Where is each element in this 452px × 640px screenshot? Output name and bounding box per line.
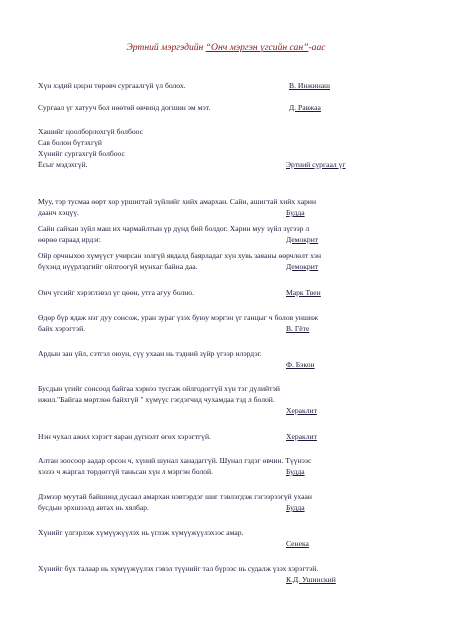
- quote-13-line-1: Дэмээр муутай байшинд дусаал амархан нэвтэрдэг шиг тэвлэгдэж гэгээрээгүй ухаан: [38, 492, 312, 501]
- quote-4-line-1: Муу, тэр тусмаа өөрт хор уршигтай зүйлийг хийх амархан. Сайн, ашигтай хийх харин: [38, 197, 317, 206]
- quote-14-line-1: Хүнийг үлгэрлэж хүмүүжүүлэх нь үглэж хүмүүжүүлэхээс амар.: [38, 528, 244, 537]
- quote-1-author: В. Инжинаш: [289, 81, 331, 90]
- quote-7-author: Марк Твен: [286, 288, 321, 297]
- quote-13-author: Будда: [286, 503, 305, 512]
- quote-10-line-1: Бусдын үгийг сонсоод байгаа хэрнээ тусгаж ойлгодоггүй хүн тэг дүлийтэй: [38, 384, 280, 393]
- quote-6-line-1: Ойр орчныхоо хүмүүст учирсан золгүй явдалд баярладаг хүн хувь заяаны өөрчлөлт хэн: [38, 251, 322, 260]
- quote-15-line-1: Хүнийг бүх талаар нь хүмүүжүүлэх гэвэл түүнийг тал бүрээс нь судалж үзэх хэрэгтэй.: [38, 564, 319, 573]
- quote-10-author: Хераклит: [286, 406, 317, 415]
- quote-10-line-2: ижил."Байгаа мөртлөө байхгүй " хүмүүс гэгдэгчид чухамдаа тэд л болой.: [38, 395, 275, 404]
- quote-7-line-1: Онч үгсийг хэрэглэвэл үг цөөн, утга агуу болно.: [38, 288, 194, 297]
- quote-5-line-1: Сайн сайхан зүйл маш их чармайлтын үр дүнд бий болдог. Харин муу зүйл зүгээр л: [38, 224, 310, 233]
- quote-6-line-2: бүхэнд нүүрлэдгийг ойлгоогүй мунхаг байна даа.: [38, 262, 198, 271]
- quote-12-line-2: хэзээ ч жаргал төрдөггүй таньсан хүн л мэргэн болой.: [38, 467, 213, 476]
- quote-8-author: В. Гёте: [286, 324, 310, 333]
- quote-12-line-1: Алтан зоосоор аадар орсон ч, хүний шунал ханадаггүй. Шунал гэдэг өвчин. Түүнээс: [38, 456, 312, 465]
- quote-6-author: Демокрит: [286, 262, 319, 271]
- quote-3-line-1: Хашийг цоолборлохгүй болбоос: [38, 127, 143, 136]
- quote-5-author: Демокрит: [286, 235, 319, 244]
- quote-4-line-2: даанч хэцүү.: [38, 208, 79, 217]
- quote-8-line-2: байх хэрэгтэй.: [38, 324, 86, 333]
- quote-13-line-2: бусдын эрхшээлд автах нь хялбар.: [38, 503, 149, 512]
- title-prefix: Эртний мэргэдийн: [126, 42, 206, 53]
- title-quoted: “Онч мэргэн үгсийн сан”: [205, 42, 309, 53]
- quote-3-author: Эртний сургаал үг: [286, 160, 346, 169]
- quote-15-author: К.Д. Ушинский: [286, 575, 336, 584]
- quote-11-author: Хераклит: [286, 432, 317, 441]
- quote-1-line-1: Хүн хэдий цэцэн төрөвч сургаалгүй үл болох.: [38, 81, 186, 90]
- quote-2-author: Д. Равжаа: [289, 103, 321, 112]
- quote-14-author: Сенека: [286, 539, 309, 548]
- quote-9-author: Ф. Бэкон: [286, 360, 315, 369]
- quote-3-line-4: Ёсыг мэдэхгүй.: [38, 160, 88, 169]
- quote-3-line-3: Хүнийг сургахгүй болбоос: [38, 149, 125, 158]
- quote-3-line-2: Сав болон бүтэхгүй: [38, 138, 102, 147]
- quote-5-line-2: өөрөө гараад ирдэг.: [38, 235, 101, 244]
- quote-12-author: Будда: [286, 467, 305, 476]
- document-title: [0, 42, 452, 53]
- quote-9-line-1: Ардын зан үйл, сэтгэл оюун, сүү ухаан нь тэдний зүйр үгээр илэрдэг.: [38, 349, 262, 358]
- quote-8-line-1: Өдөр бүр ядаж нэг дуу сонсож, уран зураг үзэх буюу мэргэн үг ганцыг ч болов уншиж: [38, 313, 319, 322]
- quote-11-line-1: Нэн чухал ажил хэрэгт яаран дүгнэлт өгөх хэрэгтгүй.: [38, 432, 211, 441]
- quote-4-author: Будда: [286, 208, 305, 217]
- title-suffix: -аас: [308, 42, 326, 53]
- quote-2-line-1: Сургаал үг хатууч бол нөөтөй өвчинд догшин эм мэт.: [38, 103, 211, 112]
